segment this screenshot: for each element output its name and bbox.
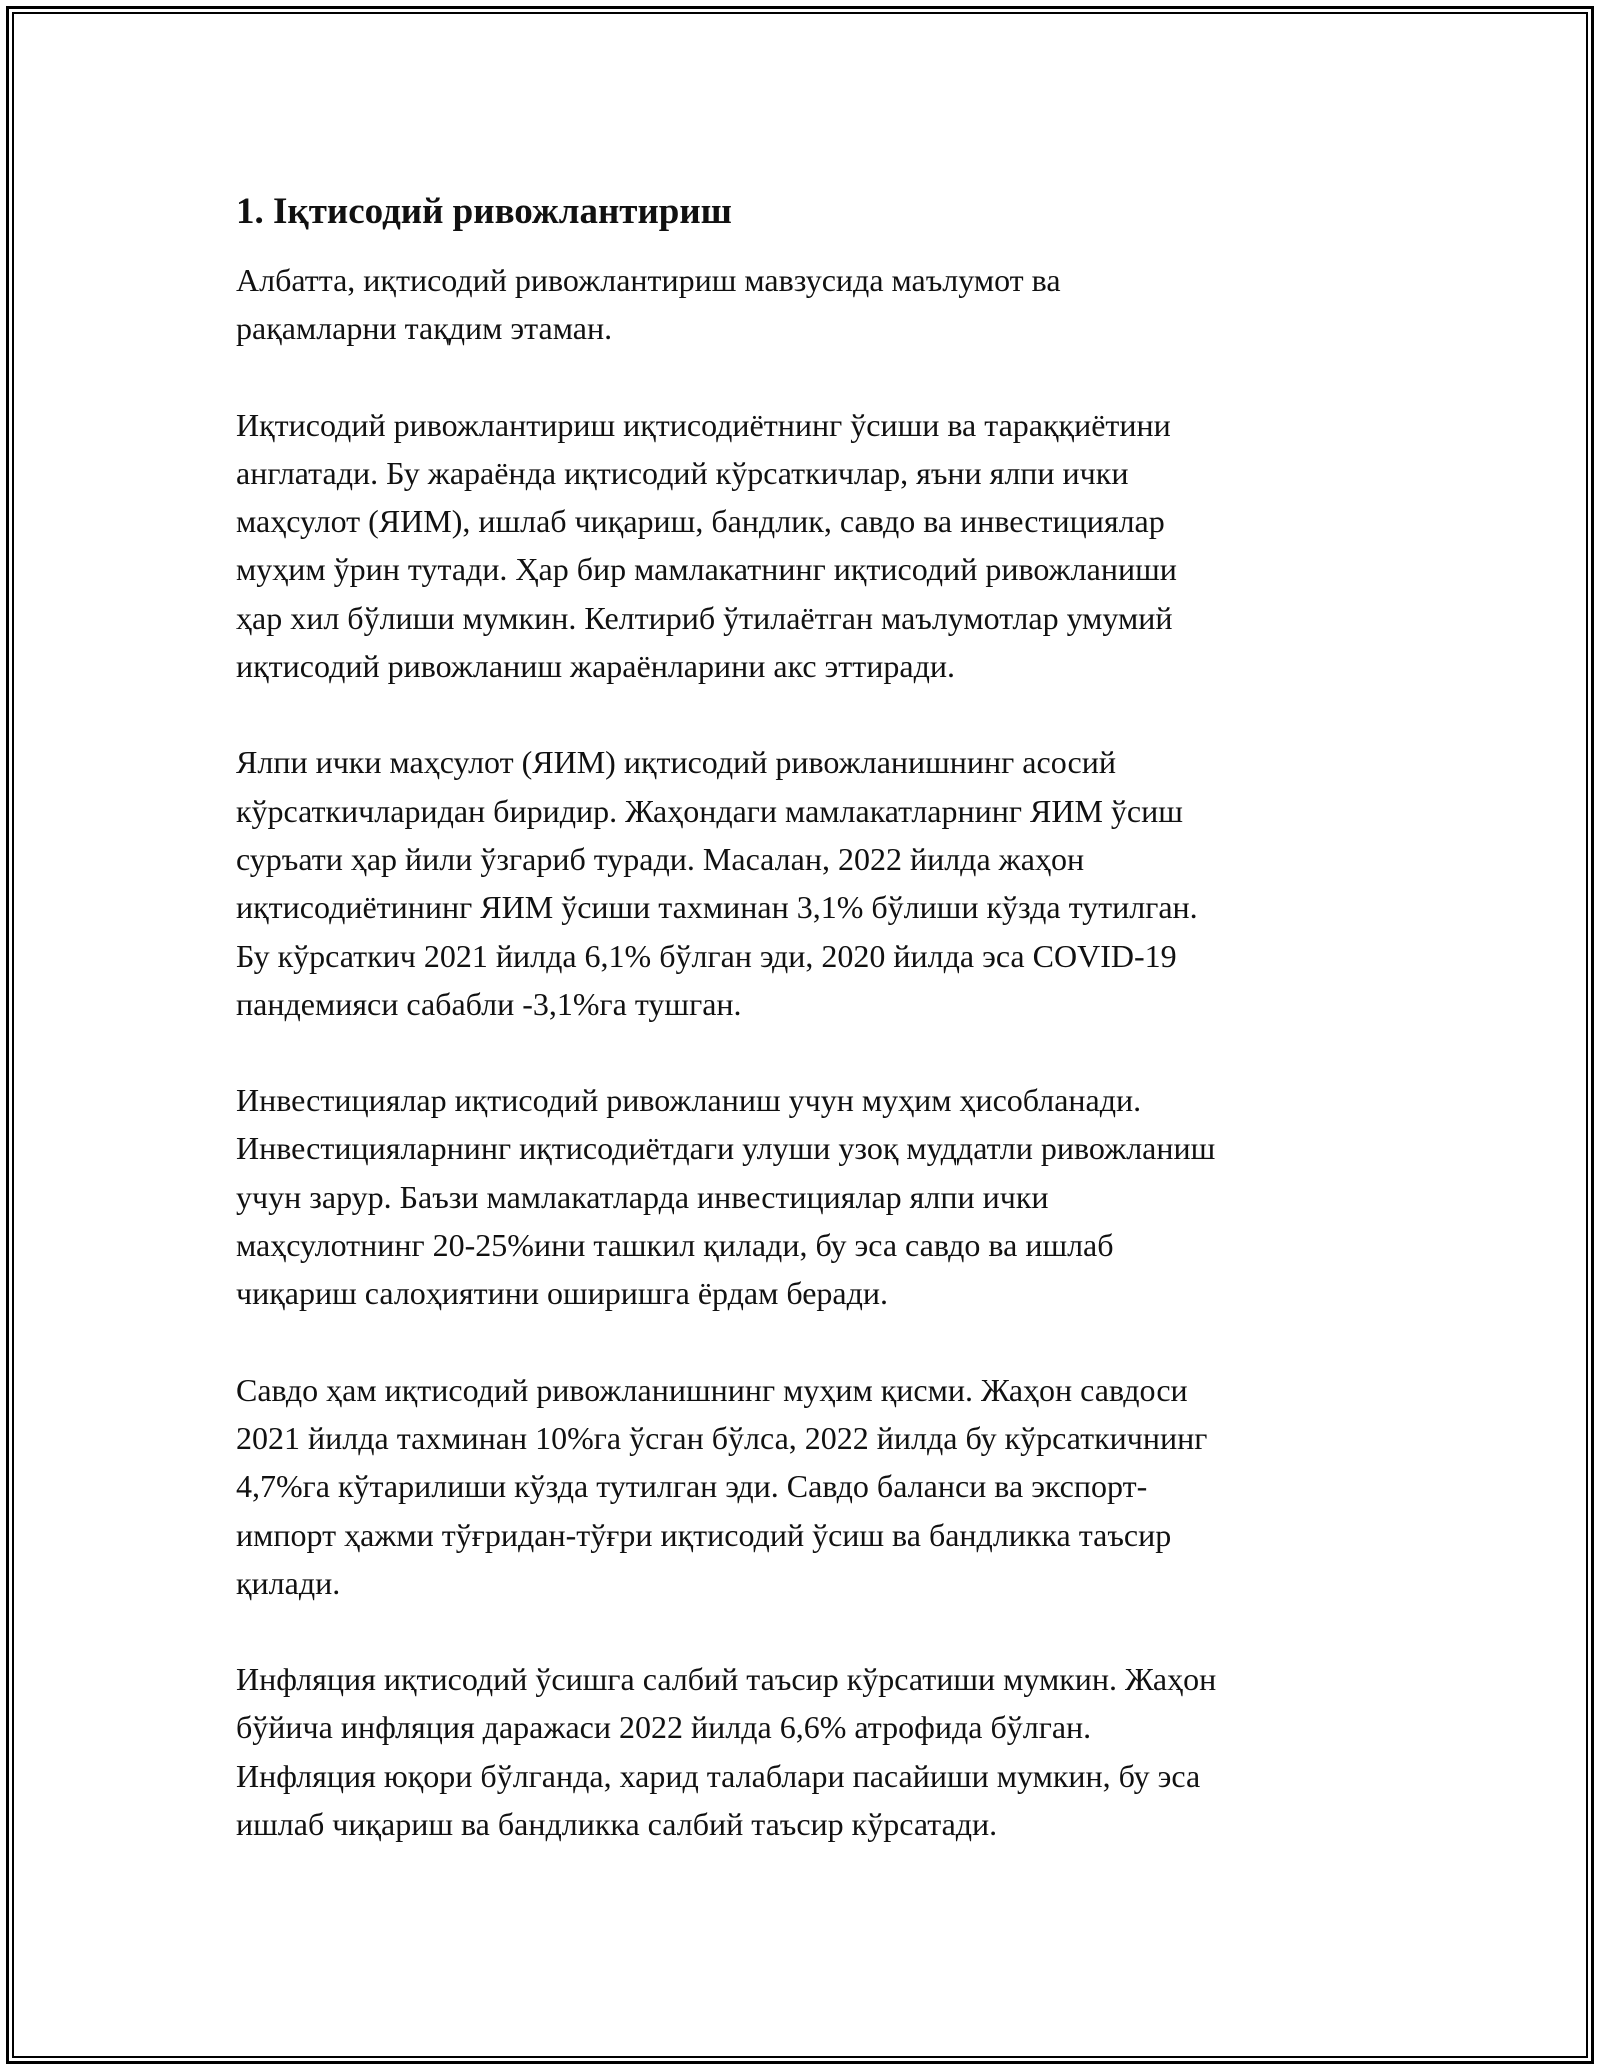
paragraph-inflation [236,1655,1386,1848]
text-line: суръати ҳар йили ўзгариб туради. Масалан, 2022 йилда жаҳон [236,840,1085,877]
text-line: Бу кўрсаткич 2021 йилда 6,1% бўлган эди, 2020 йилда эса COVID-19 [236,937,1177,974]
text-line: иқтисодиётининг ЯИМ ўсиши тахминан 3,1% бўлиши кўзда тутилган. [236,889,1198,926]
text-line: пандемияси сабабли -3,1%га тушган. [236,985,742,1022]
text-line: Инфляция юқори бўлганда, харид талаблари пасайиши мумкин, бу эса [236,1757,1201,1794]
text-line: импорт ҳажми тўғридан-тўғри иқтисодий ўсиш ва бандликка таъсир [236,1516,1172,1553]
section-title: 1. Iқтисодий ривожлантириш [236,191,732,232]
text-line: маҳсулот (ЯИМ), ишлаб чиқариш, бандлик, савдо ва инвестициялар [236,503,1165,540]
text-line: 4,7%га кўтарилиши кўзда тутилган эди. Савдо баланси ва экспорт- [236,1468,1148,1505]
text-line: Инвестициялар иқтисодий ривожланиш учун муҳим ҳисобланади. [236,1082,1142,1119]
text-line: бўйича инфляция даражаси 2022 йилда 6,6% атрофида бўлган. [236,1709,1092,1746]
text-line: иқтисодий ривожланиш жараёнларини акс эттиради. [236,648,955,685]
text-line: 2021 йилда тахминан 10%га ўсган бўлса, 2022 йилда бу кўрсаткичнинг [236,1419,1208,1456]
text-line: Албатта, иқтисодий ривожлантириш мавзусида маълумот ва [236,262,1061,298]
text-line: англатади. Бу жараёнда иқтисодий кўрсаткичлар, яъни ялпи ички [236,454,1129,491]
paragraph-intro [236,256,1386,353]
text-line: қилади. [236,1564,341,1601]
text-line: муҳим ўрин тутади. Ҳар бир мамлакатнинг иқтисодий ривожланиши [236,551,1177,588]
paragraph-gdp [236,738,1386,1028]
document-body [236,188,1386,1896]
text-line: учун зарур. Баъзи мамлакатларда инвестициялар ялпи ички [236,1178,1049,1215]
text-line: Ялпи ички маҳсулот (ЯИМ) иқтисодий ривожланишнинг асосий [236,744,1116,781]
text-line: Иқтисодий ривожлантириш иқтисодиётнинг ўсиши ва тараққиётини [236,406,1171,443]
text-line: кўрсаткичларидан биридир. Жаҳондаги мамлакатларнинг ЯИМ ўсиш [236,792,1183,829]
text-line: маҳсулотнинг 20-25%ини ташкил қилади, бу эса савдо ва ишлаб [236,1227,1114,1264]
text-line: Инфляция иқтисодий ўсишга салбий таъсир кўрсатиши мумкин. Жаҳон [236,1661,1217,1698]
text-line: чиқариш салоҳиятини оширишга ёрдам беради. [236,1275,889,1312]
text-line: Инвестицияларнинг иқтисодиётдаги улуши узоқ муддатли ривожланиш [236,1130,1216,1167]
text-line: рақамларни тақдим этаман. [236,310,613,347]
paragraph-definition [236,401,1386,691]
text-line: ишлаб чиқариш ва бандликка салбий таъсир кўрсатади. [236,1806,998,1843]
paragraph-investment [236,1076,1386,1317]
text-line: ҳар хил бўлиши мумкин. Келтириб ўтилаётган маълумотлар умумий [236,599,1173,636]
text-line: Савдо ҳам иқтисодий ривожланишнинг муҳим қисми. Жаҳон савдоси [236,1371,1188,1408]
paragraph-trade [236,1366,1386,1607]
